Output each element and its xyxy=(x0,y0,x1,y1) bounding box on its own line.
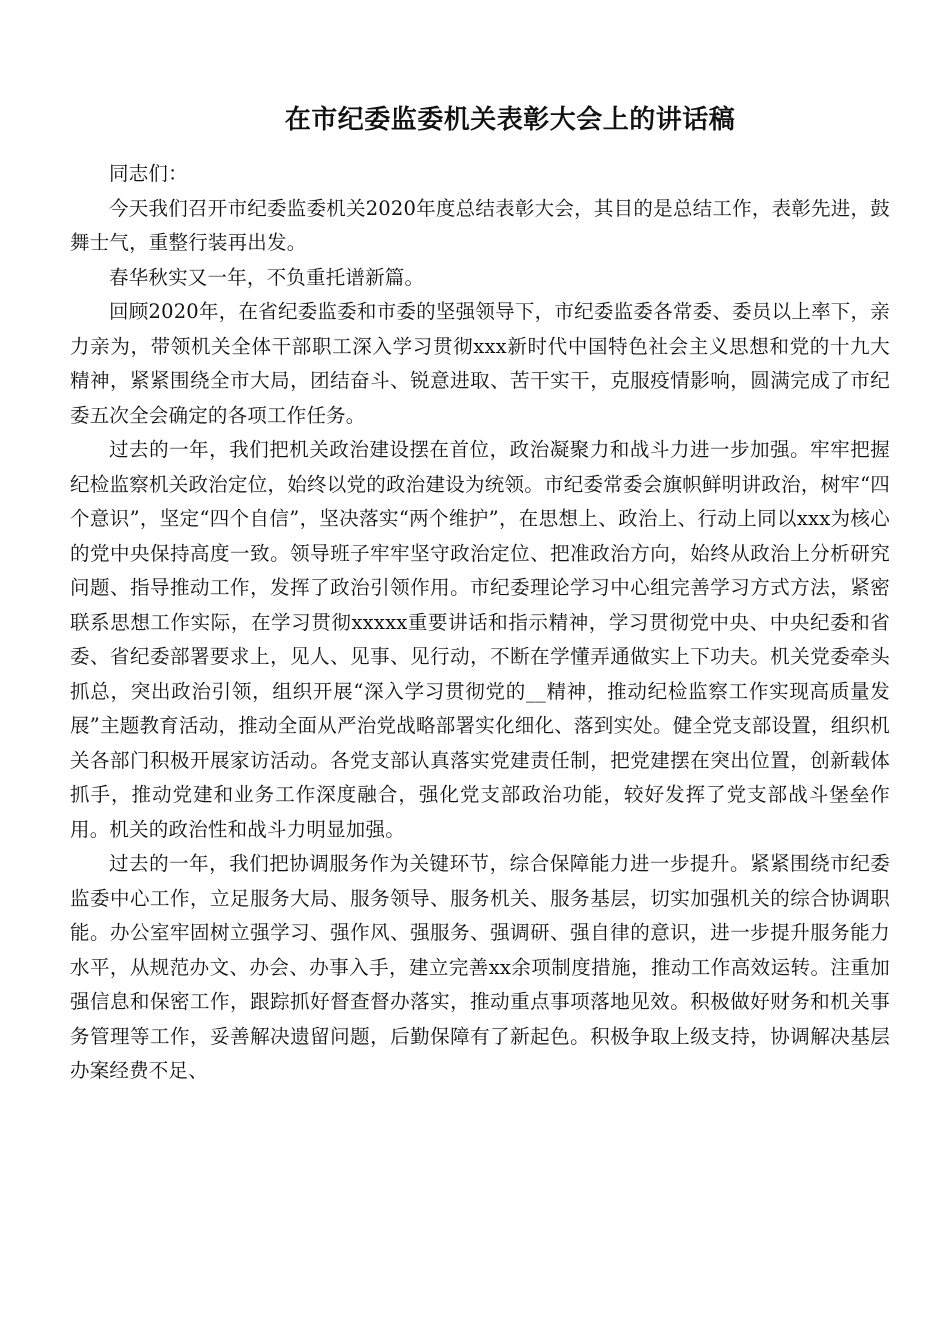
paragraph-opening: 今天我们召开市纪委监委机关2020年度总结表彰大会，其目的是总结工作，表彰先进，鼓舞士气，重整行装再出发。 xyxy=(70,196,890,254)
paragraph-motto: 春华秋实又一年，不负重托谱新篇。 xyxy=(109,265,425,289)
paragraph-political-building: 过去的一年，我们把机关政治建设摆在首位，政治凝聚力和战斗力进一步加强。牢牢把握纪检监察机关政治定位，始终以党的政治建设为统领。市纪委常委会旗帜鲜明讲政治，树牢“四个意识”，坚定“四个自信”，坚决落实“两个维护”，在思想上、政治上、行动上同以xxx为核心的党中央保持高度一致。领导班子牢牢坚守政治定位、把准政治方向，始终从政治上分析研究问题、指导推动工作，发挥了政治引领作用。市纪委理论学习中心组完善学习方式方法，紧密联系思想工作实际，在学习贯彻xxxxx重要讲话和指示精神，学习贯彻党中央、中央纪委和省委、省纪委部署要求上，见人、见事、见行动，不断在学懂弄通做实上下功夫。机关党委牵头抓总，突出政治引领，组织开展“深入学习贯彻党的__精神，推动纪检监察工作实现高质量发展”主题教育活动，推动全面从严治党战略部署实化细化、落到实处。健全党支部设置，组织机关各部门积极开展家访活动。各党支部认真落实党建责任制，把党建摆在突出位置，创新载体抓手，推动党建和业务工作深度融合，强化党支部政治功能，较好发挥了党支部战斗堡垒作用。机关的政治性和战斗力明显加强。 xyxy=(70,438,890,841)
salutation: 同志们： xyxy=(109,162,188,185)
paragraph-coordination-service: 过去的一年，我们把协调服务作为关键环节，综合保障能力进一步提升。紧紧围绕市纪委监委中心工作，立足服务大局、服务领导、服务机关、服务基层，切实加强机关的综合协调职能。办公室牢固树立强学习、强作风、强服务、强调研、强自律的意识，进一步提升服务能力水平，从规范办文、办会、办事入手，建立完善xx余项制度措施，推动工作高效运转。注重加强信息和保密工作，跟踪抓好督查督办落实，推动重点事项落地见效。积极做好财务和机关事务管理等工作，妥善解决遗留问题，后勤保障有了新起色。积极争取上级支持，协调解决基层办案经费不足、 xyxy=(70,852,890,1082)
paragraph-review: 回顾2020年，在省纪委监委和市委的坚强领导下，市纪委监委各常委、委员以上率下，亲力亲为，带领机关全体干部职工深入学习贯彻xxx新时代中国特色社会主义思想和党的十九大精神，紧紧围绕全市大局，团结奋斗、锐意进取、苦干实干，克服疫情影响，圆满完成了市纪委五次全会确定的各项工作任务。 xyxy=(70,300,890,427)
document-body xyxy=(70,157,890,1089)
document-title: 在市纪委监委机关表彰大会上的讲话稿 xyxy=(284,105,736,135)
